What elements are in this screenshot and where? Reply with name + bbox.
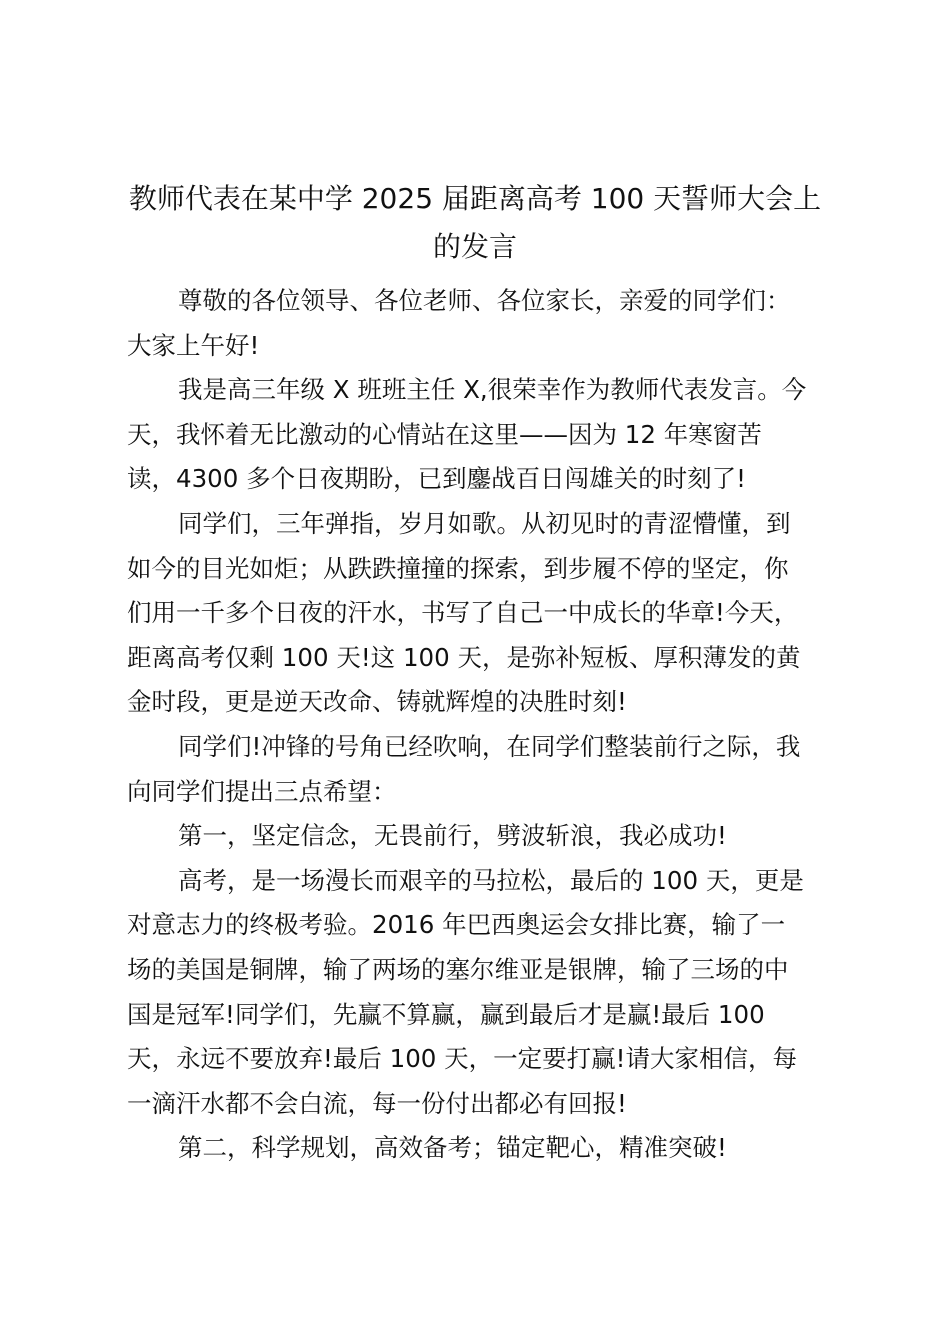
body-line: 场的美国是铜牌，输了两场的塞尔维亚是银牌，输了三场的中 — [127, 954, 789, 984]
body-line: 向同学们提出三点希望： — [127, 776, 397, 806]
section-heading-2: 第二，科学规划，高效备考；锚定靶心，精准突破! — [178, 1133, 727, 1163]
body-line: 高考，是一场漫长而艰辛的马拉松，最后的 100 天，更是 — [178, 865, 804, 895]
body-line: 天，永远不要放弃!最后 100 天，一定要打赢!请大家相信，每 — [127, 1044, 797, 1074]
speech-body — [127, 279, 832, 1171]
body-line: 天，我怀着无比激动的心情站在这里——因为 12 年寒窗苦 — [127, 419, 762, 449]
body-line: 我是高三年级 X 班班主任 X,很荣幸作为教师代表发言。今 — [178, 375, 807, 405]
body-line: 如今的目光如炬；从跌跌撞撞的探索，到步履不停的坚定，你 — [127, 553, 789, 583]
title-line-2: 的发言 — [432, 230, 517, 263]
document-title — [0, 175, 950, 271]
body-line: 大家上午好! — [127, 330, 260, 360]
body-line: 一滴汗水都不会白流，每一份付出都必有回报! — [127, 1088, 627, 1118]
body-line: 同学们，三年弹指，岁月如歌。从初见时的青涩懵懂，到 — [178, 508, 791, 538]
section-heading-1: 第一，坚定信念，无畏前行，劈波斩浪，我必成功! — [178, 821, 727, 851]
body-line: 读，4300 多个日夜期盼，已到鏖战百日闯雄关的时刻了! — [127, 464, 746, 494]
body-line: 距离高考仅剩 100 天!这 100 天，是弥补短板、厚积薄发的黄 — [127, 642, 801, 672]
body-line: 尊敬的各位领导、各位老师、各位家长，亲爱的同学们： — [178, 286, 791, 315]
body-line: 金时段，更是逆天改命、铸就辉煌的决胜时刻! — [127, 687, 627, 717]
body-line: 们用一千多个日夜的汗水，书写了自己一中成长的华章!今天， — [127, 598, 799, 628]
title-line-1: 教师代表在某中学 2025 届距离高考 100 天誓师大会上 — [128, 182, 822, 215]
body-line: 对意志力的终极考验。2016 年巴西奥运会女排比赛，输了一 — [127, 910, 786, 940]
body-line: 同学们!冲锋的号角已经吹响，在同学们整装前行之际，我 — [178, 731, 801, 761]
body-line: 国是冠军!同学们，先赢不算赢，赢到最后才是赢!最后 100 — [127, 999, 765, 1029]
